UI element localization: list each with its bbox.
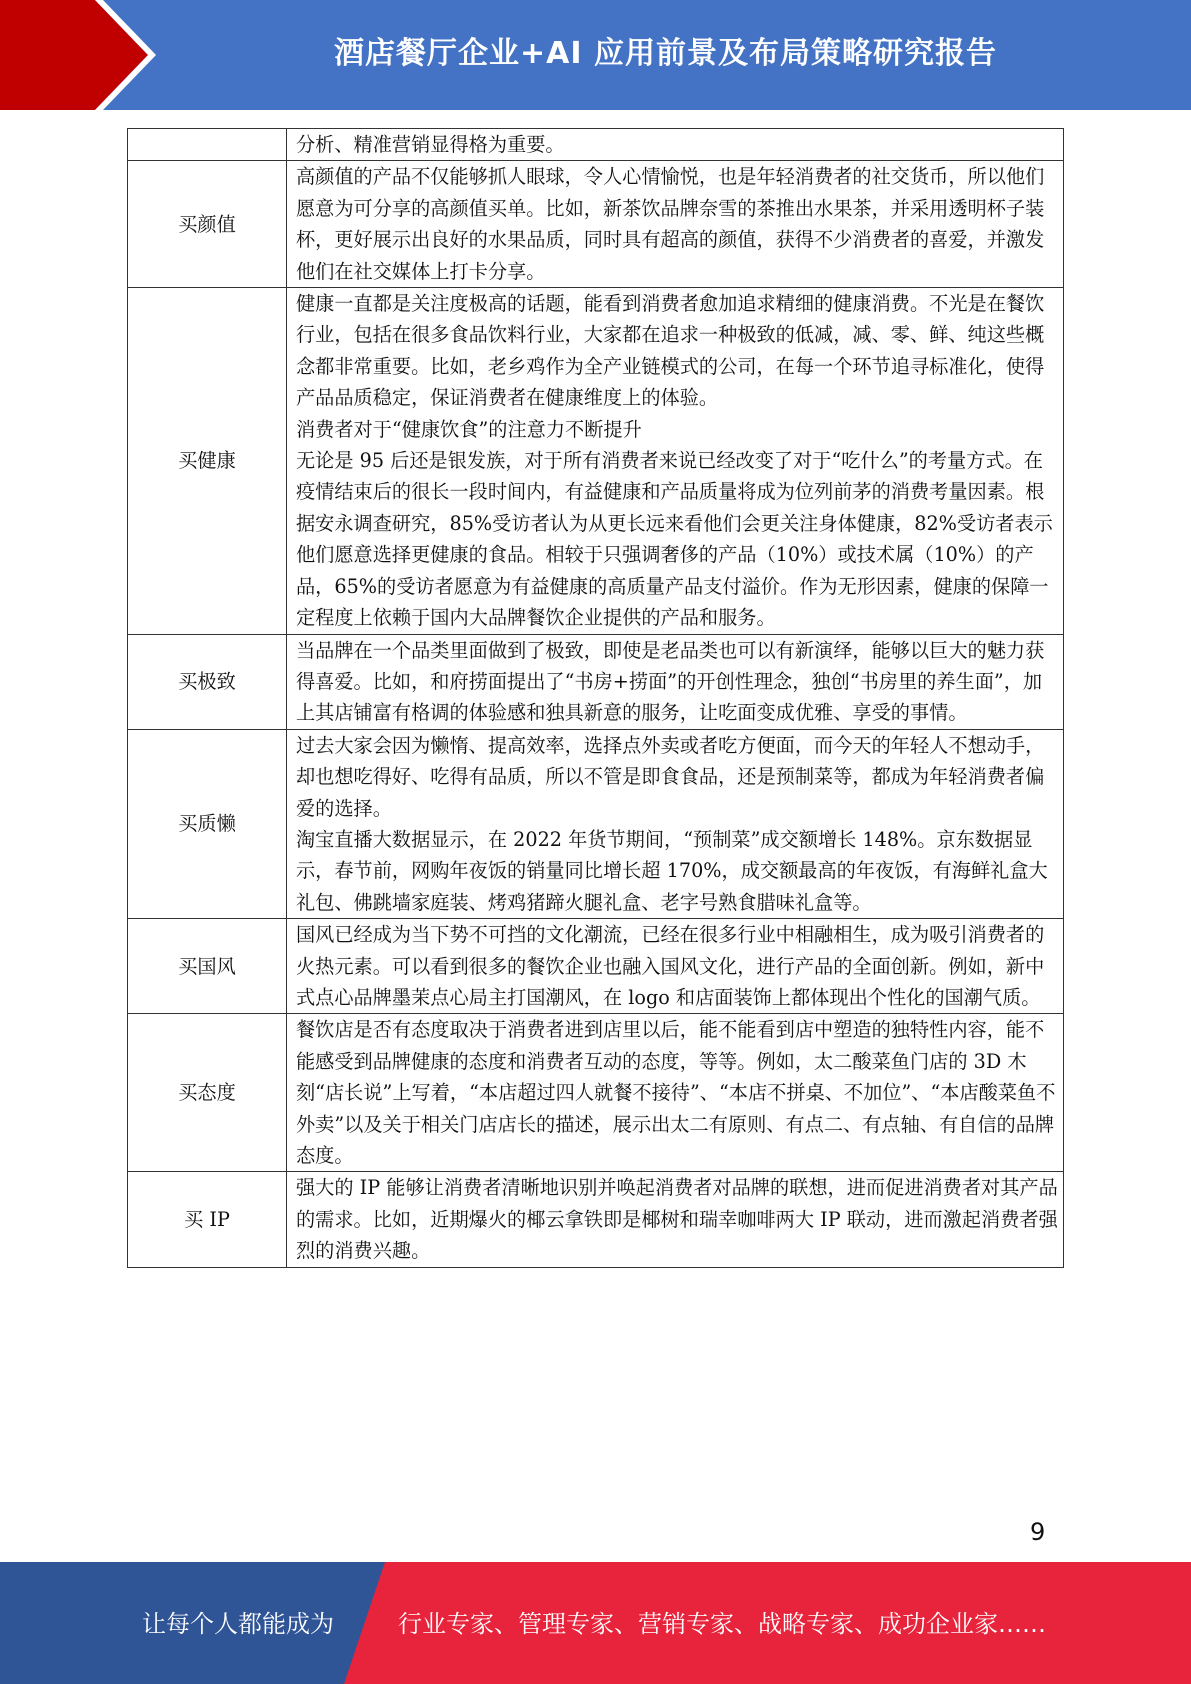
row-label: 买态度 [128,1014,287,1172]
content-paragraph: 高颜值的产品不仅能够抓人眼球，令人心情愉悦，也是年轻消费者的社交货币，所以他们愿意为可分享的高颜值买单。比如，新茶饮品牌奈雪的茶推出水果茶，并采用透明杯子装杯，更好展示出良好的水果品质，同时具有超高的颜值，获得不少消费者的喜爱，并激发他们在社交媒体上打卡分享。 [296,165,1045,283]
footer-slogan-right: 行业专家、管理专家、营销专家、战略专家、成功企业家…… [398,1610,1046,1638]
page-header [0,0,1191,110]
row-label: 买 IP [128,1172,287,1267]
row-label [128,129,287,161]
content-paragraph: 健康一直都是关注度极高的话题，能看到消费者愈加追求精细的健康消费。不光是在餐饮行业，包括在很多食品饮料行业，大家都在追求一种极致的低减，减、零、鲜、纯这些概念都非常重要。比如，老乡鸡作为全产业链模式的公司，在每一个环节追寻标准化，使得产品品质稳定，保证消费者在健康维度上的体验。 [296,292,1045,410]
page-footer [0,1562,1191,1684]
table-row [128,1172,1064,1267]
report-title: 酒店餐厅企业+AI 应用前景及布局策略研究报告 [334,36,997,71]
row-label: 买极致 [128,634,287,729]
content-table [127,128,1064,1268]
row-content [287,288,1064,634]
footer-slogan-left: 让每个人都能成为 [142,1610,334,1638]
table-row [128,729,1064,918]
row-content [287,729,1064,918]
content-paragraph: 当品牌在一个品类里面做到了极致，即使是老品类也可以有新演绎，能够以巨大的魅力获得喜爱。比如，和府捞面提出了“书房+捞面”的开创性理念，独创“书房里的养生面”，加上其店铺富有格调的体验感和独具新意的服务，让吃面变成优雅、享受的事情。 [296,638,1045,725]
content-paragraph: 分析、精准营销显得格为重要。 [296,133,565,156]
table-row [128,161,1064,288]
content-paragraph: 淘宝直播大数据显示，在 2022 年货节期间，“预制菜”成交额增长 148%。京东数据显示，春节前，网购年夜饭的销量同比增长超 170%，成交额最高的年夜饭，有海鲜礼盒大礼包、佛跳墙家庭装、烤鸡猪蹄火腿礼盒、老字号熟食腊味礼盒等。 [296,827,1048,914]
row-label: 买质懒 [128,729,287,918]
row-content [287,1172,1064,1267]
table-row [128,1014,1064,1172]
content-paragraph: 餐饮店是否有态度取决于消费者进到店里以后，能不能看到店中塑造的独特性内容，能不能感受到品牌健康的态度和消费者互动的态度，等等。例如，太二酸菜鱼门店的 3D 木刻“店长说”上写着，“本店超过四人就餐不接待”、“本店不拼桌、不加位”、“本店酸菜鱼不外卖”以及关于相关门店店长的描述，展示出太二有原则、有点二、有点轴、有自信的品牌态度。 [296,1018,1056,1167]
table-row [128,919,1064,1014]
content-paragraph: 消费者对于“健康饮食”的注意力不断提升 [296,417,642,441]
row-content [287,129,1064,161]
row-content [287,919,1064,1014]
row-content [287,161,1064,288]
table-row [128,129,1064,161]
row-label: 买国风 [128,919,287,1014]
content-paragraph: 过去大家会因为懒惰、提高效率，选择点外卖或者吃方便面，而今天的年轻人不想动手，却也想吃得好、吃得有品质，所以不管是即食食品，还是预制菜等，都成为年轻消费者偏爱的选择。 [296,733,1045,820]
page-number: 9 [1030,1518,1046,1546]
content-paragraph: 强大的 IP 能够让消费者清晰地识别并唤起消费者对品牌的联想，进而促进消费者对其产品的需求。比如，近期爆火的椰云拿铁即是椰树和瑞幸咖啡两大 IP 联动，进而激起消费者强烈的消费兴趣。 [296,1176,1058,1263]
row-content [287,634,1064,729]
row-label: 买颜值 [128,161,287,288]
table-row [128,634,1064,729]
row-label: 买健康 [128,288,287,634]
content-paragraph: 无论是 95 后还是银发族，对于所有消费者来说已经改变了对于“吃什么”的考量方式。在疫情结束后的很长一段时间内，有益健康和产品质量将成为位列前茅的消费考量因素。根据安永调查研究，85%受访者认为从更长远来看他们会更关注身体健康，82%受访者表示他们愿意选择更健康的食品。相较于只强调奢侈的产品（10%）或技术属（10%）的产品，65%的受访者愿意为有益健康的高质量产品支付溢价。作为无形因素，健康的保障一定程度上依赖于国内大品牌餐饮企业提供的产品和服务。 [296,449,1053,630]
content-paragraph: 国风已经成为当下势不可挡的文化潮流，已经在很多行业中相融相生，成为吸引消费者的火热元素。可以看到很多的餐饮企业也融入国风文化，进行产品的全面创新。例如，新中式点心品牌墨茉点心局主打国潮风，在 logo 和店面装饰上都体现出个性化的国潮气质。 [296,923,1045,1009]
table-row [128,288,1064,634]
row-content [287,1014,1064,1172]
